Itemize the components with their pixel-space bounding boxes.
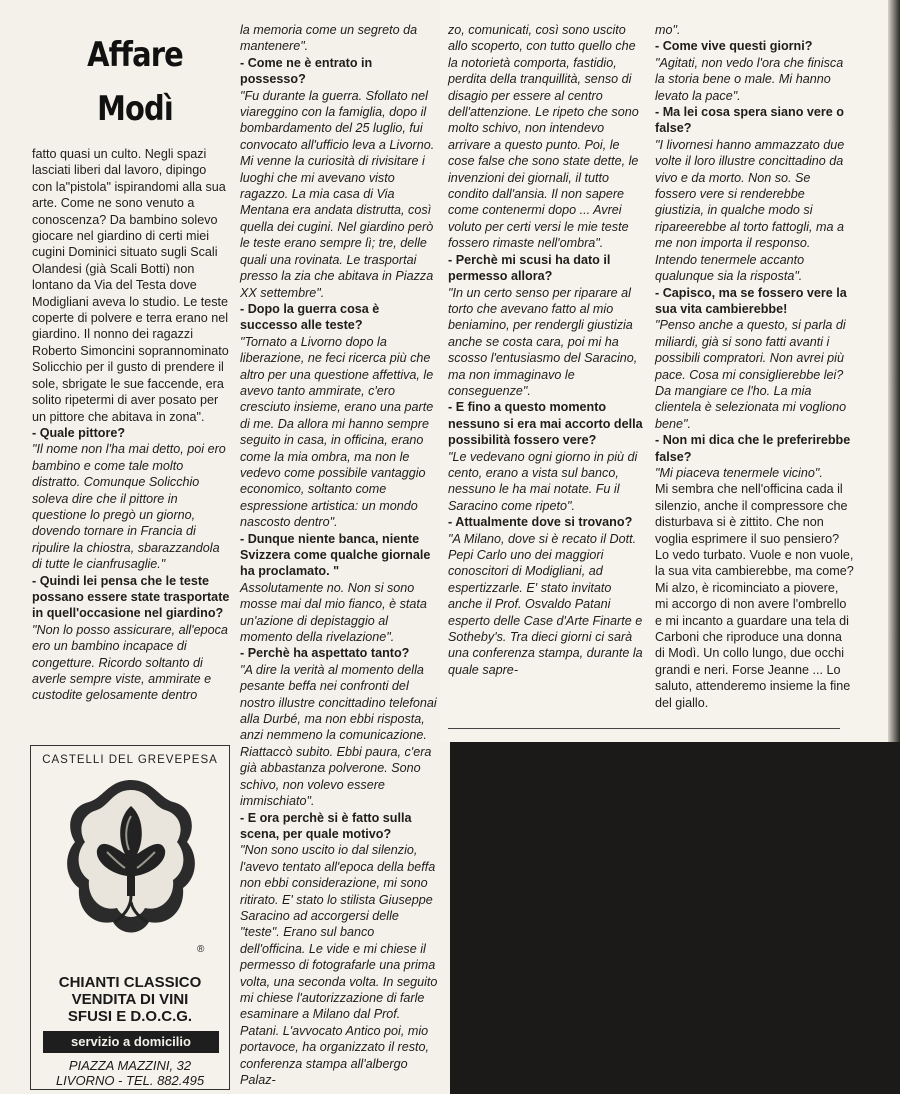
ad-address-line-2: LIVORNO - TEL. 882.495 [55,1073,205,1088]
interview-answer: "Tornato a Livorno dopo la liberazione, ne feci ricerca più che altro per una questione affettiva, le avevo tanto ammirate, c'ero cresciuto insieme, erano una parte di me. Da allora mi hanno sempre seguito in casa, in officina, erano come la mia ombra, ma non le vedevo come possibile vantaggio economico, soltanto come espressione artistica: un mondo nascosto dentro". [240,334,434,530]
title-line-1: Affare [87,35,183,75]
interview-question: - E fino a questo momento nessuno si era mai accorto della possibilità fossero vere? [448,400,643,448]
article-paragraph: fatto quasi un culto. Negli spazi lasciati liberi dal lavoro, dipingo con la"pistola" ispirandomi alla sua arte. Come ne sono venuto a conoscenza? Da bambino solevo giocare nel giardino di certi miei cugini Dominici situato sugli Scali Olandesi (già Scali Botti) non lontano da Via del Testa dove Modigliani aveva lo studio. Le teste coperte di polvere e terra erano nel giardino. Il nonno dei ragazzi Roberto Simoncini soprannominato Solicchio per il gusto di prendere il sole, sbrigate le sue faccende, era solito ripetermi di aver posato per un pittore che abitava in zona". [32,147,229,424]
interview-answer: "Le vedevano ogni giorno in più di cento, erano a vista sul banco, nessuno le ha mai notate. Fu il Saracino come ripeto". [448,449,638,513]
interview-question: - Capisco, ma se fossero vere la sua vita cambierebbe! [655,285,847,316]
ad-service-banner: servizio a domicilio [43,1031,219,1053]
interview-answer: zo, comunicati, così sono uscito allo scoperto, con tutto quello che la notorietà comporta, fastidio, perdita della tranquillità, senso di disagio per essere al centro dell'attenzione. Le ripeto che sono molto schivo, non intendevo arrivare a questo punto. Poi, le cose false che sono state dette, le invenzioni dei giornali, il tutto condito dall'ansia. Il non sapere come contenermi dopo ... Avrei voluto per certi versi le mie teste fossero rimaste nell'ombra". [448,23,639,251]
registered-mark: ® [197,944,205,955]
wine-shop-advertisement [30,745,230,1090]
interview-answer: "Mi piaceva tenermele vicino". [655,465,823,480]
interview-answer: "In un certo senso per riparare al torto che avevano fatto al mio beniamino, per rendergli giustizia anche se costa cara, poi mi ha scosso l'entusiasmo del Saracino, ma non immaginavo le conseguenze". [448,285,638,398]
ad-name-line-1: CHIANTI CLASSICO [58,974,202,991]
interview-question: - Dunque niente banca, niente Svizzera come qualche giornale ha proclamato. " [240,531,431,579]
interview-answer: mo". [655,23,681,37]
interview-answer: Assolutamente no. Non si sono mosse mai dal mio fianco, è stata un'azione di depistaggio al momento della rivelazione". [240,580,427,645]
iris-flower-icon [61,776,201,946]
interview-answer: "Non lo posso assicurare, all'epoca ero un bambino incapace di congetture. Ricordo soltanto di averle sempre viste, ammirate e custodite gelosamente dentro [32,622,228,703]
interview-question: - Come vive questi giorni? [655,39,813,54]
interview-question: - Quale pittore? [32,425,126,440]
interview-question: - Dopo la guerra cosa è successo alle teste? [240,301,380,333]
interview-answer: "I livornesi hanno ammazzato due volte il loro illustre concittadino da vivo e da morto. Non so. Se fossero vere si renderebbe giustizia, in qualche modo si ripareerebbe al torto fattogli, ma a me non importa il responso. Intendo tenermele accanto qualunque sia la risposta". [655,137,845,284]
article-column-4 [655,22,855,711]
title-line-2: Modì [97,89,173,129]
interview-question: - Come ne è entrato in possesso? [240,55,373,87]
ad-header: CASTELLI DEL GREVEPESA [42,754,218,766]
interview-answer: "Il nome non l'ha mai detto, poi ero bambino e come tale molto distratto. Comunque Solicchio soleva dire che il pittore in questione lo pregò un giorno, dovendo tornare in Francia di ripulire la chiostra, sbarazzandola di tutte le cianfrusaglie." [32,442,226,572]
ad-name-line-2: VENDITA DI VINI [71,991,189,1008]
interview-question: - Ma lei cosa spera siano vere o false? [655,105,844,136]
interview-question: - Non mi dica che le preferirebbe false? [655,433,851,464]
interview-answer: "Fu durante la guerra. Sfollato nel viareggino con la famiglia, dopo il bombardamento del 25 luglio, fui convocato all'ufficio leva a Livorno. Mi venne la curiosità di rivisitare i luoghi che mi avevano visto ragazzo. La mia casa di Via Mentana era andata distrutta, così quella dei cugini. Nel giardino però le teste erano sempre lì; tre, delle quali una rovinata. Le trasportai presso la zia che abitava in Piazza XX settembre". [240,88,435,300]
interview-question: - Perchè ha aspettato tanto? [240,646,410,661]
ad-address-line-1: PIAZZA MAZZINI, 32 [68,1058,192,1073]
ad-address [31,1058,229,1088]
article-column-1 [32,146,230,704]
article-paragraph: Mi sembra che nell'officina cada il silenzio, anche il compressore che disturbava si è zittito. Che non voglia esprimere il suo pensiero? Lo vedo turbato. Vuole e non vuole, la sua vita cambierebbe, ma come? Mi alzo, è ricominciato a piovere, mi accorgo di non avere l'ombrello e mi incanto a guardare una tela di Carboni che riproduce una donna di Modì. Un collo lungo, due occhi grandi e neri. Forse Jeanne ... Lo saluto, attenderemo insieme la fine del giallo. [655,482,854,710]
interview-answer: "Penso anche a questo, si parla di miliardi, già si sono fatti avanti i possibili compratori. Non avrei più pace. Cosa mi consiglierebbe lei? Da mangiare ce l'ho. La mia clientela è selezionata mi vogliono bene". [655,318,847,431]
ad-name-line-3: SFUSI E D.O.C.G. [67,1008,193,1025]
interview-answer: "A Milano, dove si è recato il Dott. Pepi Carlo uno dei maggiori conoscitori di Modigliani, ad espertizzarle. E' stato invitato anche il Prof. Osvaldo Patani esperto delle Case d'Arte Finarte e Sotheby's. Tra dieci giorni ci sarà una conferenza stampa, durante la quale sapre- [448,531,643,677]
clipping-edge-shadow [888,0,900,742]
interview-answer: "A dire la verità al momento della pesante beffa nei confronti del nostro illustre concittadino telefonai alla Durbé, ma non ebbi risposta, anzi nemmeno la comunicazione. Riattaccò subito. Ebbi paura, c'era già abbastanza polverone. Sono schivo, non volevo essere immischiato". [240,662,437,809]
article-end-rule [448,728,840,729]
interview-answer: la memoria come un segreto da mantenere". [240,23,418,54]
interview-question: - E ora perchè si è fatto sulla scena, per quale motivo? [240,810,412,841]
interview-answer: "Agitati, non vedo l'ora che finisca la storia bene o male. Mi hanno levato la pace". [655,55,844,103]
ad-business-name [31,974,229,1025]
interview-answer: "Non sono uscito io dal silenzio, l'avevo tentato all'epoca della beffa non ebbi considerazione, mi sono ritirato. E' stato lo stilista Giuseppe Saracino ad accorgersi delle "teste". Erano sul banco dell'officina. Le vide e mi chiese il permesso di fotografarle una prima volta, una seconda volta. In seguito mi chiese l'autorizzazione di farle esaminare a Milano dal Prof. Patani. L'avvocato Antico poi, mio portavoce, ha organizzato il resto, conferenza stampa all'albergo Palaz- [240,843,438,1087]
article-column-2 [240,22,440,1088]
interview-question: - Quindi lei pensa che le teste possano essere state trasportate in quell'occasione nel giardino? [32,573,230,621]
interview-question: - Perchè mi scusi ha dato il permesso allora? [448,252,611,284]
article-title [71,28,199,136]
interview-question: - Attualmente dove si trovano? [448,515,633,530]
article-column-3 [448,22,648,678]
